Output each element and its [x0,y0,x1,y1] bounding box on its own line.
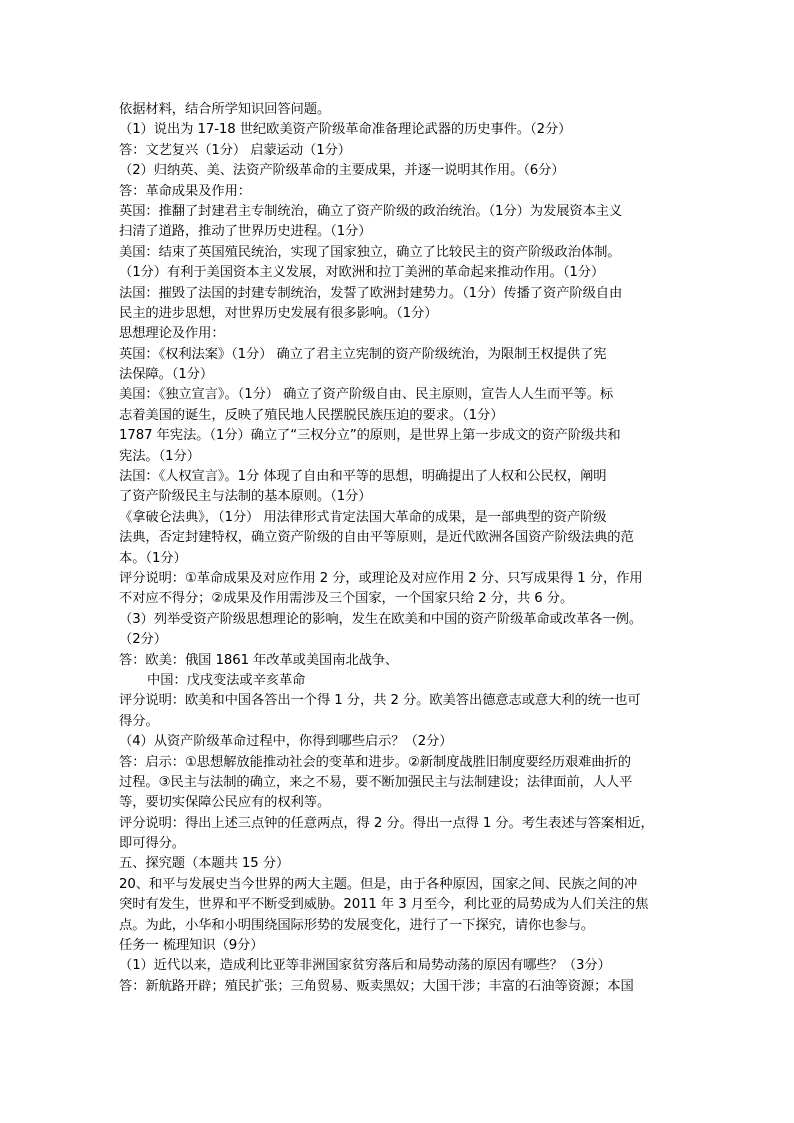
text-line: 得分。 [119,713,159,729]
text-line: 英国：推翻了封建君主专制统治，确立了资产阶级的政治统治。（1分）为发展资本主义 [119,203,623,219]
text-line: 依据材料，结合所学知识回答问题。 [119,102,331,117]
text-line: 了资产阶级民主与法制的基本原则。（1分） [119,489,372,505]
text-line: 答：新航路开辟；殖民扩张；三角贸易、贩卖黑奴；大国干涉；丰富的石油等资源；本国 [119,978,634,994]
text-line: （1）近代以来，造成利比亚等非洲国家贫穷落后和局势动荡的原因有哪些？（3分） [119,958,611,974]
text-line: 扫清了道路，推动了世界历史进程。（1分） [119,224,372,240]
text-line: 1787 年宪法。（1分）确立了“三权分立”的原则，是世界上第一步成文的资产阶级共和 [119,428,621,444]
text-line: 不对应不得分；②成果及作用需涉及三个国家，一个国家只给 2 分，共 6 分。 [119,591,574,607]
text-line: 20、和平与发展史当今世界的两大主题。但是，由于各种原因，国家之间、民族之间的冲 [119,876,638,892]
text-line: 法典，否定封建特权，确立资产阶级的自由平等原则，是近代欧洲各国资产阶级法典的范 [119,530,634,546]
text-line: 即可得分。 [119,836,185,852]
text-line: 五、探究题（本题共 15 分） [119,856,290,872]
text-line: 美国：《独立宣言》。（1分） 确立了资产阶级自由、民主原则，宣告人人生而平等。标 [119,387,614,403]
text-line: 《拿破仑法典》，（1分） 用法律形式肯定法国大革命的成果，是一部典型的资产阶级 [119,509,607,525]
text-line: 点。为此，小华和小明围绕国际形势的发展变化，进行了一下探究，请你也参与。 [119,917,595,933]
text-line: （4）从资产阶级革命过程中，你得到哪些启示？（2分） [119,734,453,750]
text-line: （1）说出为 17-18 世纪欧美资产阶级革命准备理论武器的历史事件。（2分） [119,122,572,138]
text-line: 评分说明：①革命成果及对应作用 2 分，或理论及对应作用 2 分、只写成果得 1 分，作用 [119,570,643,586]
text-line: 评分说明：得出上述三点钟的任意两点，得 2 分。得出一点得 1 分。考生表述与答案相近， [119,815,654,831]
text-line: （3）列举受资产阶级思想理论的影响，发生在欧美和中国的资产阶级革命或改革各一例。 [119,611,643,627]
text-line: 英国：《权利法案》（1分） 确立了君主立宪制的资产阶级统治，为限制王权提供了宪 [119,346,607,362]
text-line: 答：欧美：俄国 1861 年改革或美国南北战争、 [119,652,399,668]
text-line: 评分说明：欧美和中国各答出一个得 1 分，共 2 分。欧美答出德意志或意大利的统一也可 [119,693,641,709]
text-line: 突时有发生，世界和平不断受到威胁。2011 年 3 月至今，利比亚的局势成为人们关注的焦 [119,897,649,913]
text-line: 答：启示：①思想解放能推动社会的变革和进步。②新制度战胜旧制度要经历艰难曲折的 [119,754,631,770]
text-line: 法保障。（1分） [119,367,214,383]
text-line: 本。（1分） [119,550,187,566]
text-line: 宪法。（1分） [119,448,200,464]
text-line: （2）归纳英、美、法资产阶级革命的主要成果，并逐一说明其作用。（6分） [119,163,565,179]
text-line: 过程。③民主与法制的确立，来之不易，要不断加强民主与法制建设；法律面前，人人平 [119,774,633,790]
text-line: 美国：结束了英国殖民统治，实现了国家独立，确立了比较民主的资产阶级政治体制。 [119,244,621,260]
text-line: 法国：《人权宣言》。1分 体现了自由和平等的思想，明确提出了人权和公民权，阐明 [119,469,607,485]
text-line: （2分） [119,632,167,648]
text-line: 民主的进步思想，对世界历史发展有很多影响。（1分） [119,305,438,321]
text-line: 答：文艺复兴（1分） 启蒙运动（1分） [119,142,351,158]
text-line: 等，要切实保障公民应有的权利等。 [119,795,331,811]
text-line: 法国：摧毁了法国的封建专制统治，发誓了欧洲封建势力。（1分）传播了资产阶级自由 [119,285,623,301]
text-line: 志着美国的诞生，反映了殖民地人民摆脱民族压迫的要求。（1分） [119,407,504,423]
text-line: 任务一 梳理知识（9分） [119,938,264,954]
text-line: 中国：戊戌变法或辛亥革命 [147,672,306,688]
text-line: （1分）有利于美国资本主义发展，对欧洲和拉丁美洲的革命起来推动作用。（1分） [119,265,605,281]
text-line: 思想理论及作用： [119,326,225,342]
text-line: 答：革命成果及作用： [119,183,251,199]
document-page [119,100,679,997]
